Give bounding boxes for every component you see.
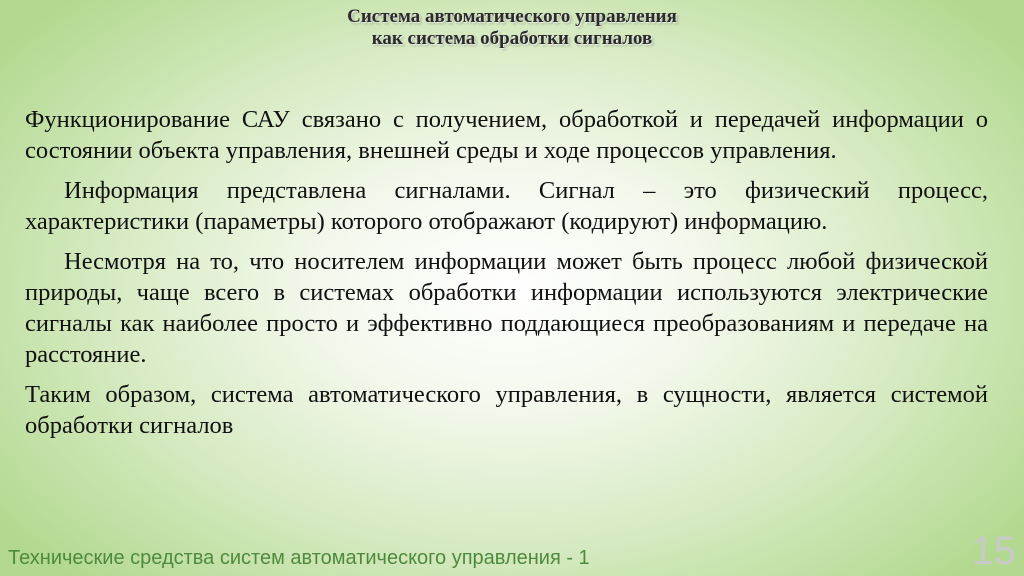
- slide-number: 15: [971, 529, 1016, 573]
- slide-title-line-2: как система обработки сигналов: [371, 28, 653, 49]
- paragraph-1: Функционирование САУ связано с получением, обработкой и передачей информации о состоянии объекта управления, внешней среды и ходе процессов управления.: [25, 106, 988, 164]
- footer-course-title: Технические средства систем автоматического управления - 1: [8, 547, 590, 569]
- slide-body: [25, 104, 988, 450]
- slide-title: [0, 6, 1024, 50]
- paragraph-3: Несмотря на то, что носителем информации может быть процесс любой физической природы, чаще всего в системах обработки информации используются электрические сигналы как наиболее просто и эффективно поддающиеся преобразованиям и передаче на расстояние.: [25, 248, 988, 368]
- slide-title-line-1: Система автоматического управления: [347, 6, 677, 27]
- paragraph-4: Таким образом, система автоматического управления, в сущности, является системой обработки сигналов: [25, 381, 988, 439]
- paragraph-2: Информация представлена сигналами. Сигнал – это физический процесс, характеристики (параметры) которого отображают (кодируют) информацию.: [25, 177, 988, 235]
